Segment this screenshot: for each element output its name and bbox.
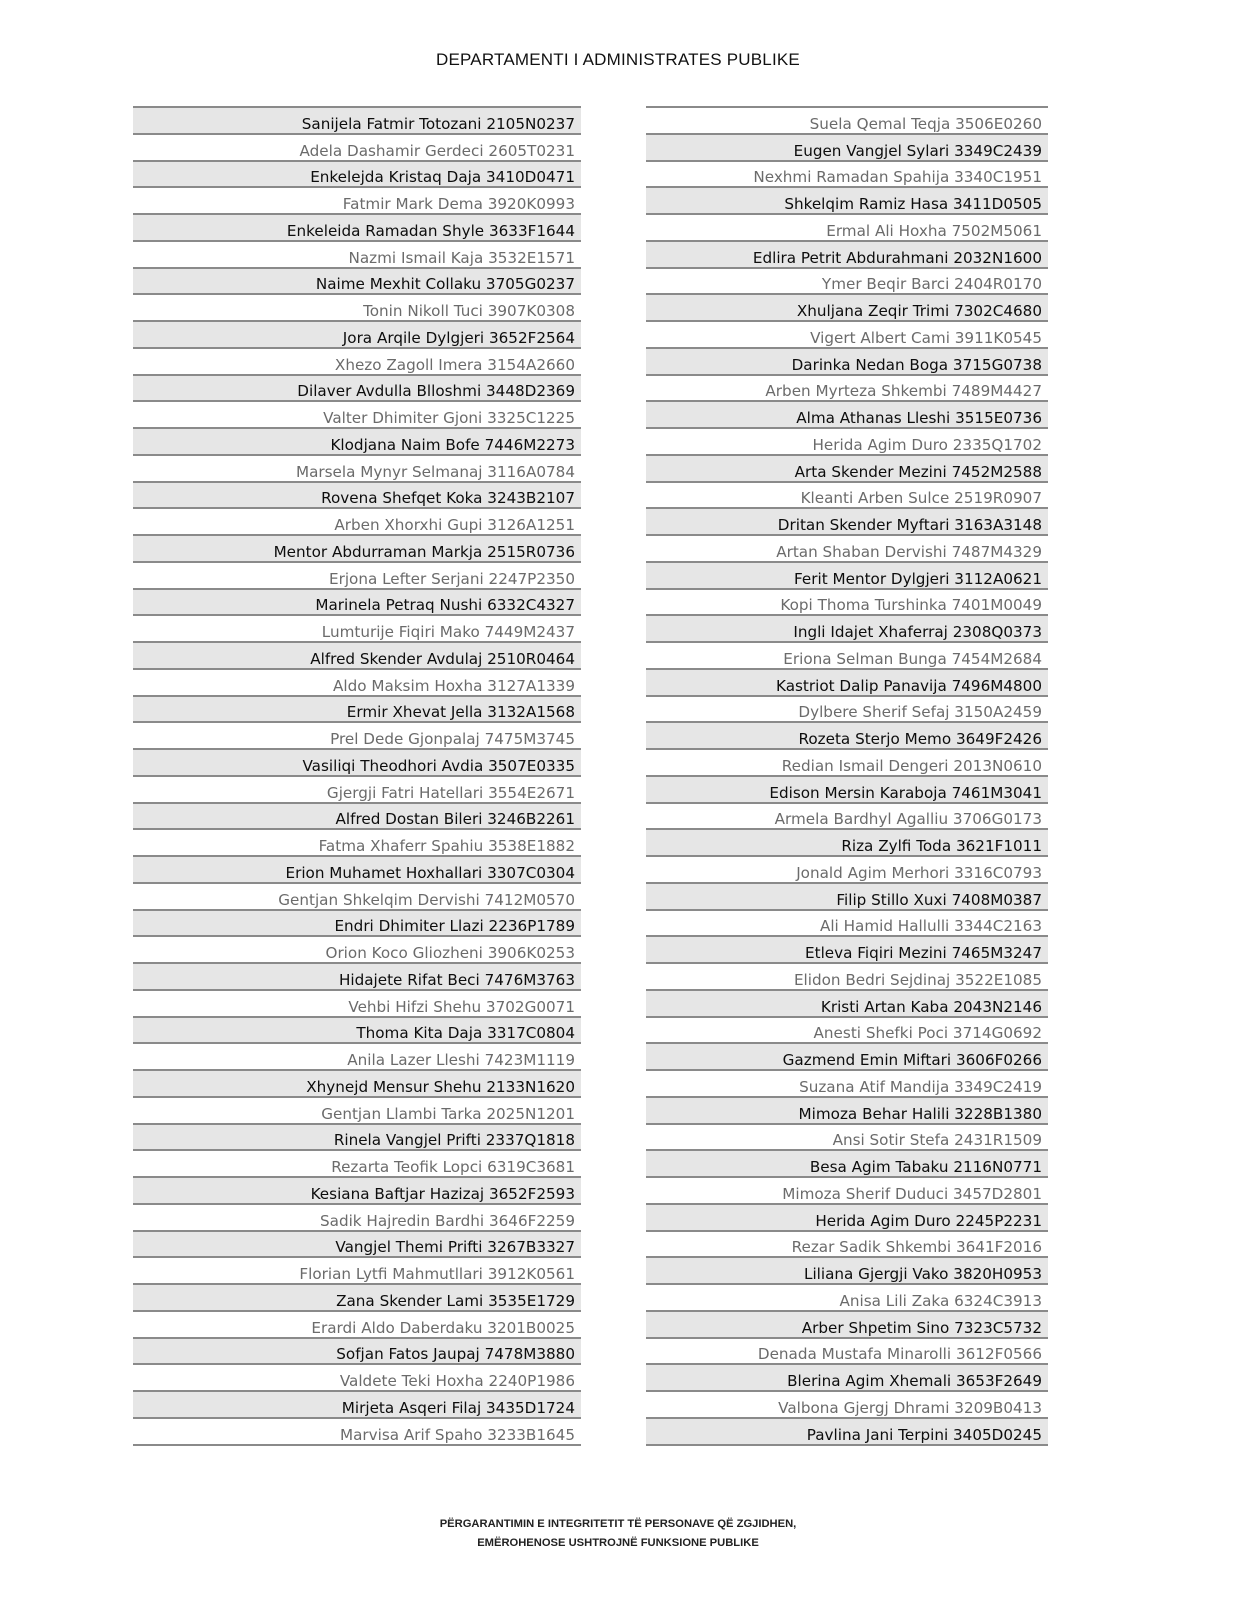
right-name-row: Dritan Skender Myftari 3163A3148 (646, 507, 1048, 534)
right-name-row: Besa Agim Tabaku 2116N0771 (646, 1149, 1048, 1176)
right-name-row: Anisa Lili Zaka 6324C3913 (646, 1283, 1048, 1310)
left-name-row: Thoma Kita Daja 3317C0804 (133, 1016, 581, 1043)
left-name-row: Marvisa Arif Spaho 3233B1645 (133, 1417, 581, 1444)
left-name-row: Valter Dhimiter Gjoni 3325C1225 (133, 400, 581, 427)
right-name-row: Ymer Beqir Barci 2404R0170 (646, 267, 1048, 294)
right-name-row: Arta Skender Mezini 7452M2588 (646, 454, 1048, 481)
right-name-row: Ermal Ali Hoxha 7502M5061 (646, 213, 1048, 240)
left-name-row: Zana Skender Lami 3535E1729 (133, 1283, 581, 1310)
right-name-row: Alma Athanas Lleshi 3515E0736 (646, 400, 1048, 427)
left-name-row: Vehbi Hifzi Shehu 3702G0071 (133, 989, 581, 1016)
left-name-row: Aldo Maksim Hoxha 3127A1339 (133, 668, 581, 695)
right-name-row: Armela Bardhyl Agalliu 3706G0173 (646, 802, 1048, 829)
left-name-row: Rinela Vangjel Prifti 2337Q1818 (133, 1123, 581, 1150)
right-name-row: Suzana Atif Mandija 3349C2419 (646, 1069, 1048, 1096)
left-name-row: Mentor Abdurraman Markja 2515R0736 (133, 534, 581, 561)
right-name-row: Blerina Agim Xhemali 3653F2649 (646, 1363, 1048, 1390)
right-name-row: Redian Ismail Dengeri 2013N0610 (646, 748, 1048, 775)
right-name-row: Ansi Sotir Stefa 2431R1509 (646, 1123, 1048, 1150)
right-name-row: Darinka Nedan Boga 3715G0738 (646, 347, 1048, 374)
left-name-row: Gjergji Fatri Hatellari 3554E2671 (133, 775, 581, 802)
left-name-row: Arben Xhorxhi Gupi 3126A1251 (133, 507, 581, 534)
right-name-row: Herida Agim Duro 2335Q1702 (646, 427, 1048, 454)
right-name-row: Dylbere Sherif Sefaj 3150A2459 (646, 695, 1048, 722)
left-name-row: Valdete Teki Hoxha 2240P1986 (133, 1363, 581, 1390)
right-name-row: Liliana Gjergji Vako 3820H0953 (646, 1256, 1048, 1283)
left-name-row: Xhynejd Mensur Shehu 2133N1620 (133, 1069, 581, 1096)
right-name-row: Ferit Mentor Dylgjeri 3112A0621 (646, 561, 1048, 588)
right-name-row: Ali Hamid Hallulli 3344C2163 (646, 909, 1048, 936)
right-name-row: Kleanti Arben Sulce 2519R0907 (646, 481, 1048, 508)
right-name-row: Rozeta Sterjo Memo 3649F2426 (646, 721, 1048, 748)
page-title: DEPARTAMENTI I ADMINISTRATES PUBLIKE (436, 50, 800, 69)
right-name-row: Artan Shaban Dervishi 7487M4329 (646, 534, 1048, 561)
right-name-row: Mimoza Behar Halili 3228B1380 (646, 1096, 1048, 1123)
left-name-row: Gentjan Shkelqim Dervishi 7412M0570 (133, 882, 581, 909)
right-name-row: Gazmend Emin Miftari 3606F0266 (646, 1042, 1048, 1069)
left-name-row: Kesiana Baftjar Hazizaj 3652F2593 (133, 1176, 581, 1203)
left-name-row: Gentjan Llambi Tarka 2025N1201 (133, 1096, 581, 1123)
left-name-row: Rezarta Teofik Lopci 6319C3681 (133, 1149, 581, 1176)
left-name-row: Lumturije Fiqiri Mako 7449M2437 (133, 614, 581, 641)
left-name-row: Marsela Mynyr Selmanaj 3116A0784 (133, 454, 581, 481)
right-name-row: Denada Mustafa Minarolli 3612F0566 (646, 1337, 1048, 1364)
right-name-row: Elidon Bedri Sejdinaj 3522E1085 (646, 962, 1048, 989)
right-column-bottom-rule (646, 1444, 1048, 1446)
left-name-row: Ermir Xhevat Jella 3132A1568 (133, 695, 581, 722)
left-name-row: Erion Muhamet Hoxhallari 3307C0304 (133, 855, 581, 882)
right-name-row: Anesti Shefki Poci 3714G0692 (646, 1016, 1048, 1043)
right-name-row: Etleva Fiqiri Mezini 7465M3247 (646, 935, 1048, 962)
right-name-row: Pavlina Jani Terpini 3405D0245 (646, 1417, 1048, 1444)
left-name-row: Alfred Dostan Bileri 3246B2261 (133, 802, 581, 829)
left-name-row: Florian Lytfi Mahmutllari 3912K0561 (133, 1256, 581, 1283)
right-name-row: Xhuljana Zeqir Trimi 7302C4680 (646, 293, 1048, 320)
right-name-row: Kastriot Dalip Panavija 7496M4800 (646, 668, 1048, 695)
left-name-row: Marinela Petraq Nushi 6332C4327 (133, 588, 581, 615)
left-name-column (133, 106, 581, 1446)
left-name-row: Erardi Aldo Daberdaku 3201B0025 (133, 1310, 581, 1337)
left-name-row: Hidajete Rifat Beci 7476M3763 (133, 962, 581, 989)
left-name-row: Tonin Nikoll Tuci 3907K0308 (133, 293, 581, 320)
left-name-row: Rovena Shefqet Koka 3243B2107 (133, 481, 581, 508)
left-name-row: Mirjeta Asqeri Filaj 3435D1724 (133, 1390, 581, 1417)
left-name-row: Dilaver Avdulla Blloshmi 3448D2369 (133, 374, 581, 401)
left-name-row: Klodjana Naim Bofe 7446M2273 (133, 427, 581, 454)
right-name-row: Vigert Albert Cami 3911K0545 (646, 320, 1048, 347)
right-name-row: Valbona Gjergj Dhrami 3209B0413 (646, 1390, 1048, 1417)
left-name-row: Sofjan Fatos Jaupaj 7478M3880 (133, 1337, 581, 1364)
left-name-row: Xhezo Zagoll Imera 3154A2660 (133, 347, 581, 374)
right-name-column (646, 106, 1048, 1446)
left-name-row: Prel Dede Gjonpalaj 7475M3745 (133, 721, 581, 748)
right-name-row: Riza Zylfi Toda 3621F1011 (646, 828, 1048, 855)
left-name-row: Anila Lazer Lleshi 7423M1119 (133, 1042, 581, 1069)
left-name-row: Vangjel Themi Prifti 3267B3327 (133, 1230, 581, 1257)
right-name-row: Kopi Thoma Turshinka 7401M0049 (646, 588, 1048, 615)
right-name-row: Edlira Petrit Abdurahmani 2032N1600 (646, 240, 1048, 267)
right-name-row: Jonald Agim Merhori 3316C0793 (646, 855, 1048, 882)
right-name-row: Arben Myrteza Shkembi 7489M4427 (646, 374, 1048, 401)
left-name-row: Sanijela Fatmir Totozani 2105N0237 (133, 106, 581, 133)
right-name-row: Eugen Vangjel Sylari 3349C2439 (646, 133, 1048, 160)
footer-line-1: PËRGARANTIMIN E INTEGRITETIT TË PERSONAVE QË ZGJIDHEN, (439, 1518, 797, 1530)
left-name-row: Vasiliqi Theodhori Avdia 3507E0335 (133, 748, 581, 775)
left-name-row: Alfred Skender Avdulaj 2510R0464 (133, 641, 581, 668)
right-name-row: Eriona Selman Bunga 7454M2684 (646, 641, 1048, 668)
right-name-row: Mimoza Sherif Duduci 3457D2801 (646, 1176, 1048, 1203)
left-name-row: Fatma Xhaferr Spahiu 3538E1882 (133, 828, 581, 855)
right-name-row: Nexhmi Ramadan Spahija 3340C1951 (646, 160, 1048, 187)
right-name-row: Suela Qemal Teqja 3506E0260 (646, 106, 1048, 133)
left-name-row: Fatmir Mark Dema 3920K0993 (133, 186, 581, 213)
footer-line-2: EMËROHENOSE USHTROJNË FUNKSIONE PUBLIKE (477, 1537, 759, 1549)
right-name-row: Kristi Artan Kaba 2043N2146 (646, 989, 1048, 1016)
left-name-row: Jora Arqile Dylgjeri 3652F2564 (133, 320, 581, 347)
left-name-row: Erjona Lefter Serjani 2247P2350 (133, 561, 581, 588)
left-name-row: Naime Mexhit Collaku 3705G0237 (133, 267, 581, 294)
right-name-row: Herida Agim Duro 2245P2231 (646, 1203, 1048, 1230)
right-name-row: Filip Stillo Xuxi 7408M0387 (646, 882, 1048, 909)
right-name-row: Edison Mersin Karaboja 7461M3041 (646, 775, 1048, 802)
right-name-row: Arber Shpetim Sino 7323C5732 (646, 1310, 1048, 1337)
right-name-row: Ingli Idajet Xhaferraj 2308Q0373 (646, 614, 1048, 641)
right-name-row: Shkelqim Ramiz Hasa 3411D0505 (646, 186, 1048, 213)
footer (0, 1515, 1236, 1553)
left-name-row: Enkelejda Kristaq Daja 3410D0471 (133, 160, 581, 187)
right-name-row: Rezar Sadik Shkembi 3641F2016 (646, 1230, 1048, 1257)
left-name-row: Orion Koco Gliozheni 3906K0253 (133, 935, 581, 962)
left-name-row: Endri Dhimiter Llazi 2236P1789 (133, 909, 581, 936)
left-column-bottom-rule (133, 1444, 581, 1446)
left-name-row: Nazmi Ismail Kaja 3532E1571 (133, 240, 581, 267)
left-name-row: Enkeleida Ramadan Shyle 3633F1644 (133, 213, 581, 240)
left-name-row: Adela Dashamir Gerdeci 2605T0231 (133, 133, 581, 160)
left-name-row: Sadik Hajredin Bardhi 3646F2259 (133, 1203, 581, 1230)
